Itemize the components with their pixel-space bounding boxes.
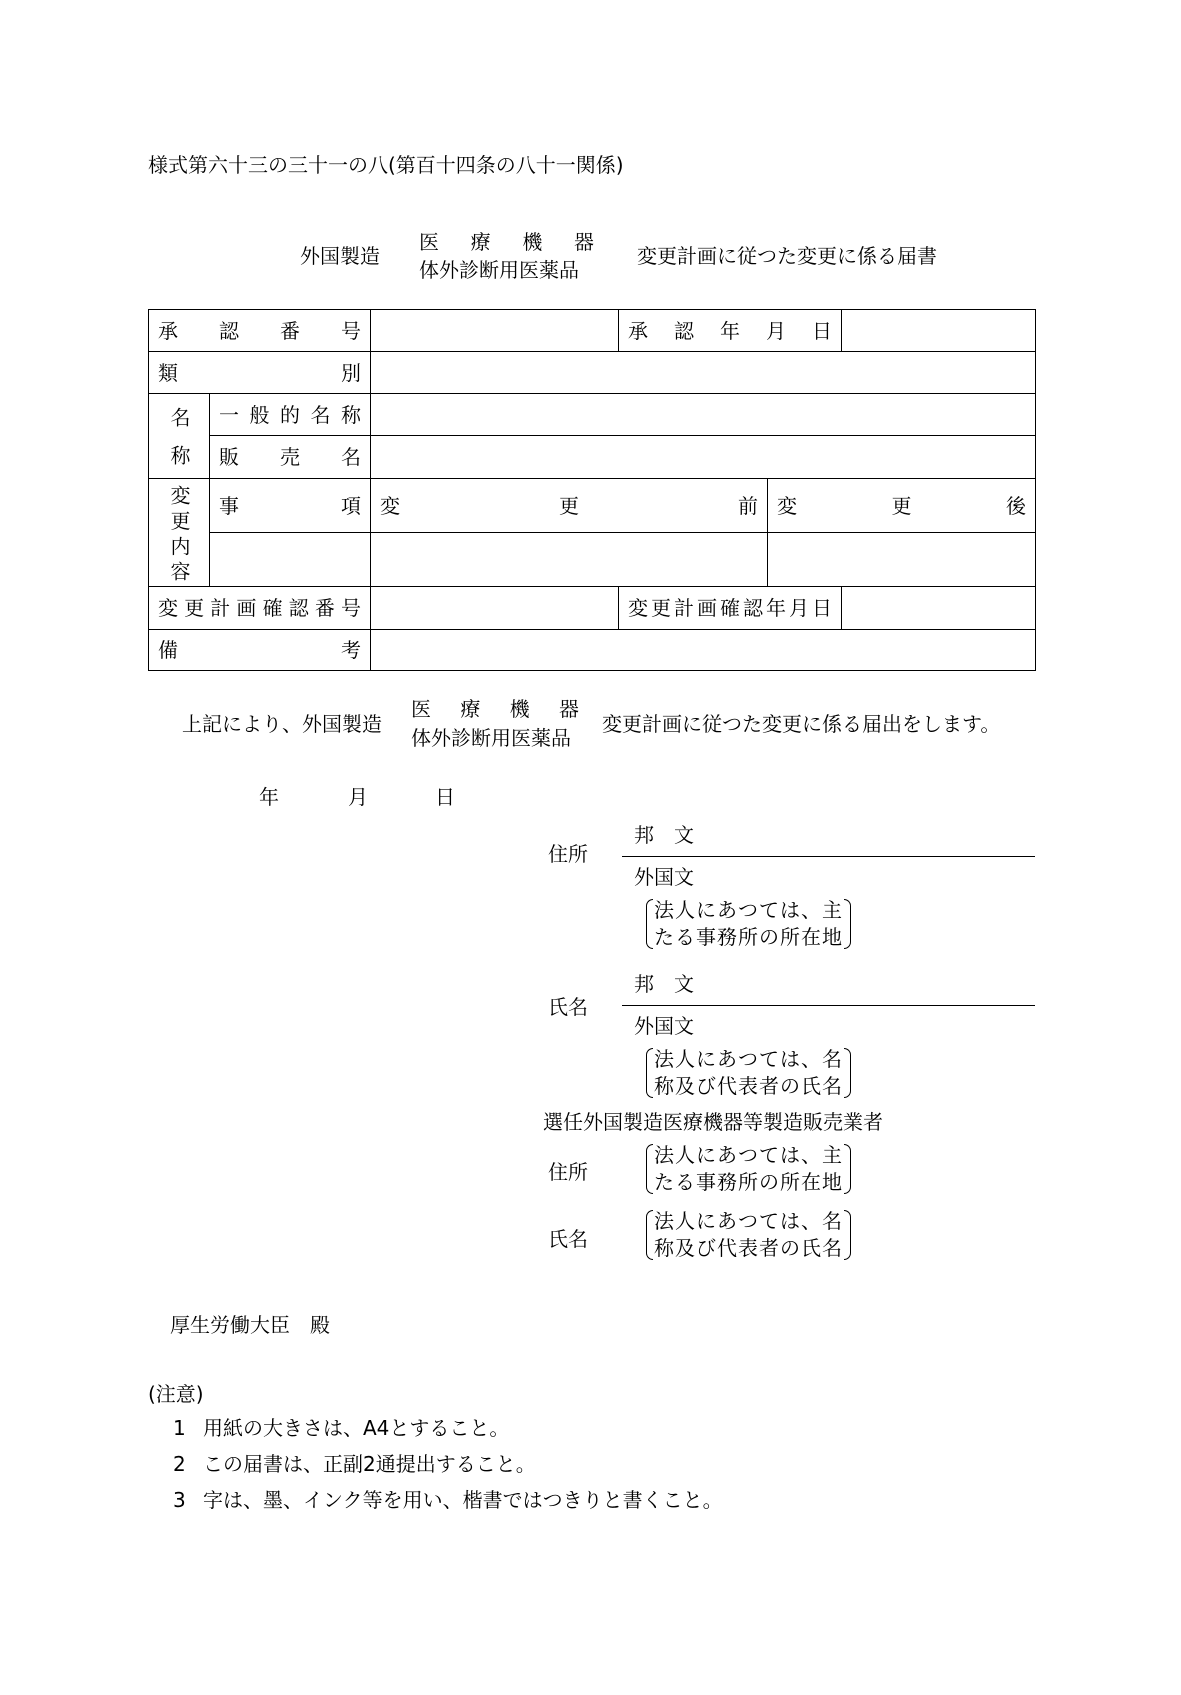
agent-address-label: 住所 (548, 1160, 588, 1184)
applicant-address-line[interactable] (622, 856, 1035, 857)
plan-confirm-date-label: 変更計画確認年月日 (619, 587, 842, 630)
before-label: 変更前 (371, 479, 768, 533)
note-text: この届書は、正副2通提出すること。 (203, 1452, 536, 1476)
applicant-address-japanese-label: 邦 文 (634, 823, 694, 847)
notes-heading: (注意) (148, 1382, 204, 1406)
note-number: 2 (173, 1452, 186, 1476)
applicant-name-line[interactable] (622, 1005, 1035, 1006)
remarks-label: 備考 (149, 630, 371, 671)
date-month: 月 (348, 785, 368, 809)
name-group-label: 名称 (149, 394, 210, 479)
plan-confirm-number-label: 変更計画確認番号 (149, 587, 371, 630)
title-prefix: 外国製造 (300, 244, 380, 268)
agent-name-label: 氏名 (548, 1227, 588, 1251)
form-number: 様式第六十三の三十一の八(第百十四条の八十一関係) (148, 153, 624, 177)
agent-address-note: 法人にあつては、主 たる事務所の所在地 (646, 1142, 851, 1196)
applicant-name-foreign-label: 外国文 (634, 1014, 694, 1038)
brand-name-field[interactable] (371, 436, 1036, 479)
note-number: 3 (173, 1488, 186, 1512)
plan-confirm-number-field[interactable] (371, 587, 619, 630)
item-label: 事項 (210, 479, 371, 533)
applicant-address-note: 法人にあつては、主 たる事務所の所在地 (646, 897, 851, 951)
addressee: 厚生労働大臣 殿 (170, 1313, 330, 1337)
plan-confirm-date-field[interactable] (842, 587, 1036, 630)
applicant-name-label: 氏名 (548, 995, 588, 1019)
note-number: 1 (173, 1416, 186, 1440)
item-field[interactable] (210, 533, 371, 587)
title-suffix: 変更計画に従つた変更に係る届書 (637, 244, 937, 268)
approval-number-label: 承認番号 (149, 310, 371, 352)
applicant-name-japanese-label: 邦 文 (634, 972, 694, 996)
statement-prefix: 上記により、外国製造 (182, 712, 382, 736)
category-field[interactable] (371, 352, 1036, 394)
change-content-label: 変更内容 (149, 479, 210, 587)
applicant-address-label: 住所 (548, 842, 588, 866)
after-field[interactable] (768, 533, 1036, 587)
applicant-address-foreign-label: 外国文 (634, 865, 694, 889)
category-label: 類別 (149, 352, 371, 394)
generic-name-field[interactable] (371, 394, 1036, 436)
before-field[interactable] (371, 533, 768, 587)
approval-number-field[interactable] (371, 310, 619, 352)
date-year: 年 (259, 785, 279, 809)
title-option-medical-device: 医療機器 (419, 230, 594, 254)
statement-option-medical-device: 医療機器 (411, 697, 579, 721)
title-option-ivd: 体外診断用医薬品 (419, 258, 579, 282)
date-day: 日 (435, 785, 455, 809)
notification-table (148, 309, 1036, 671)
statement-option-ivd: 体外診断用医薬品 (411, 726, 571, 750)
agent-name-note: 法人にあつては、名 称及び代表者の氏名 (646, 1208, 851, 1262)
agent-heading: 選任外国製造医療機器等製造販売業者 (543, 1110, 883, 1134)
after-label: 変更後 (768, 479, 1036, 533)
note-text: 字は、墨、インク等を用い、楷書ではつきりと書くこと。 (203, 1488, 723, 1512)
remarks-field[interactable] (371, 630, 1036, 671)
statement-suffix: 変更計画に従つた変更に係る届出をします。 (602, 712, 1001, 736)
applicant-name-note: 法人にあつては、名 称及び代表者の氏名 (646, 1046, 851, 1100)
note-text: 用紙の大きさは、A4とすること。 (203, 1416, 510, 1440)
generic-name-label: 一般的名称 (210, 394, 371, 436)
brand-name-label: 販売名 (210, 436, 371, 479)
approval-date-label: 承認年月日 (619, 310, 842, 352)
approval-date-field[interactable] (842, 310, 1036, 352)
